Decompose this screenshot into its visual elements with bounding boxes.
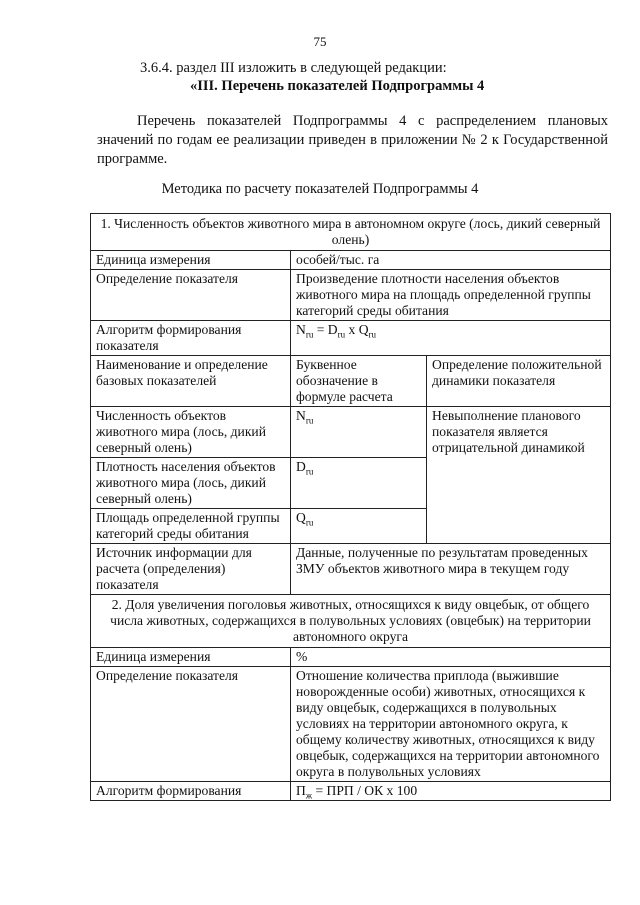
formula-a: П	[296, 783, 306, 798]
section2-definition-row	[91, 667, 611, 782]
base-letter: $D_{ru}$	[291, 458, 427, 509]
formula-c: Q	[358, 322, 369, 337]
dynamics-value: Невыполнение планового показателя является отрицательной динамикой	[427, 407, 611, 544]
formula-b-sub: ru	[337, 329, 346, 340]
formula-rest: = ПРП / ОК х 100	[312, 783, 418, 798]
table-row	[91, 407, 611, 458]
formula	[291, 321, 611, 356]
section-heading: «III. Перечень показателей Подпрограммы 4	[190, 78, 485, 94]
section1-unit-row	[91, 251, 611, 270]
algorithm-label: Алгоритм формирования показателя	[91, 321, 291, 356]
indicators-table	[90, 213, 611, 801]
base-name: Плотность населения объектов животного мира (лось, дикий северный олень)	[91, 458, 291, 509]
definition-value: Произведение плотности населения объектов животного мира на площадь определенной группы категорий среды обитания	[291, 270, 611, 321]
formula-op: х	[345, 322, 359, 337]
section1-base-header-row	[91, 356, 611, 407]
page-number: 75	[313, 34, 327, 49]
formula-a: N	[296, 322, 306, 337]
section1-algorithm-row	[91, 321, 611, 356]
base-name: Численность объектов животного мира (лось, дикий северный олень)	[91, 407, 291, 458]
intro-paragraph: Перечень показателей Подпрограммы 4 с распределением плановых значений по годам ее реализации приведен в приложении № 2 к Государственной программе.	[97, 113, 608, 167]
formula-a-sub: ru	[305, 329, 314, 340]
base-letter: $N_{ru}$	[291, 407, 427, 458]
definition-label: Определение показателя	[91, 667, 291, 782]
section1-title-row	[91, 214, 611, 251]
section1-title: 1. Численность объектов животного мира в автономном округе (лось, дикий северный олень)	[91, 214, 611, 251]
unit-label: Единица измерения	[91, 648, 291, 667]
source-label: Источник информации для расчета (определения) показателя	[91, 544, 291, 595]
base-name: Площадь определенной группы категорий среды обитания	[91, 509, 291, 544]
unit-label: Единица измерения	[91, 251, 291, 270]
formula-a-sub: ж	[305, 790, 313, 801]
algorithm-label: Алгоритм формирования	[91, 782, 291, 801]
letter-header: Буквенное обозначение в формуле расчета	[291, 356, 427, 407]
source-value: Данные, полученные по результатам проведенных ЗМУ объектов животного мира в текущем году	[291, 544, 611, 595]
unit-value: особей/тыс. га	[291, 251, 611, 270]
formula-eq: =	[313, 322, 328, 337]
formula-c-sub: ru	[368, 329, 377, 340]
section1-source-row	[91, 544, 611, 595]
dynamics-header: Определение положительной динамики показателя	[427, 356, 611, 407]
definition-label: Определение показателя	[91, 270, 291, 321]
methodology-title: Методика по расчету показателей Подпрограммы 4	[161, 181, 479, 197]
section2-unit-row	[91, 648, 611, 667]
section1-definition-row	[91, 270, 611, 321]
base-letter: $Q_{ru}$	[291, 509, 427, 544]
definition-value: Отношение количества приплода (выжившие новорожденные особи) животных, относящихся к виду овцебык, содержащихся в полувольных условиях на территории автономного округа, к общему количеству животных, относящихся к виду овцебык, содержащихся на территории автономного округа в полувольных условиях	[291, 667, 611, 782]
section2-title-row	[91, 595, 611, 648]
base-label: Наименование и определение базовых показателей	[91, 356, 291, 407]
section2-algorithm-row	[91, 782, 611, 801]
formula-b: D	[327, 322, 338, 337]
section2-title: 2. Доля увеличения поголовья животных, относящихся к виду овцебык, от общего числа животных, содержащихся в полувольных условиях (овцебык) на территории автономного округа	[91, 595, 611, 648]
unit-value: %	[291, 648, 611, 667]
amendment-intro: 3.6.4. раздел III изложить в следующей редакции:	[140, 60, 447, 76]
formula	[291, 782, 611, 801]
